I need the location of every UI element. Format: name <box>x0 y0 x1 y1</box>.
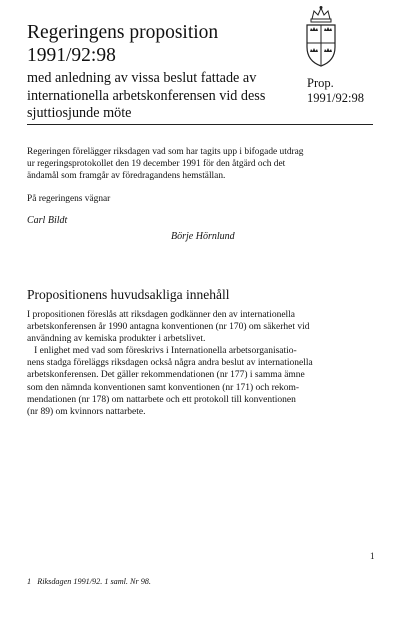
summary-line: nens stadga föreläggs riksdagen också några andra beslut av internationella <box>27 358 313 369</box>
subtitle-line: med anledning av vissa beslut fattade av <box>27 70 257 86</box>
summary-line: I enlighet med vad som föreskrivs i Internationella arbetsorganisatio- <box>27 346 297 357</box>
intro-line: ändamål som framgår av föredragandens hemställan. <box>27 171 226 181</box>
document-title: Regeringens proposition <box>27 22 219 43</box>
prop-number: 1991/92:98 <box>307 91 364 105</box>
prop-label: Prop. <box>307 76 334 90</box>
summary-line: som den nämnda konventionen samt konventionen (nr 171) och rekom- <box>27 382 300 393</box>
on-behalf-text: På regeringens vägnar <box>27 194 111 204</box>
footnote: 1 Riksdagen 1991/92. 1 saml. Nr 98. <box>27 577 151 586</box>
coat-of-arms-icon <box>300 5 342 69</box>
signatory-prime-minister: Carl Bildt <box>27 215 68 226</box>
summary-line: användning av kemiska produkter i arbetslivet. <box>27 334 206 345</box>
summary-line: I propositionen föreslås att riksdagen godkänner den av internationella <box>27 310 296 320</box>
summary-line: mendationen (nr 178) om nattarbete och ett protokoll till konventionen <box>27 394 296 405</box>
subtitle-line: internationella arbetskonferensen vid dess <box>27 87 266 104</box>
intro-paragraph <box>27 146 367 182</box>
document-subtitle <box>27 70 297 123</box>
intro-line: Regeringen förelägger riksdagen vad som har tagits upp i bifogade utdrag <box>27 147 304 157</box>
summary-line: (nr 89) om kvinnors nattarbete. <box>27 406 146 417</box>
section-heading: Propositionens huvudsakliga innehåll <box>27 287 230 302</box>
intro-line: ur regeringsprotokollet den 19 december 1991 för den åtgärd och det <box>27 159 286 169</box>
header-divider <box>27 124 373 125</box>
document-number: 1991/92:98 <box>27 45 116 66</box>
subtitle-line: sjuttiosjunde möte <box>27 105 132 121</box>
signatory-minister: Börje Hörnlund <box>171 231 235 242</box>
summary-paragraph <box>27 309 377 418</box>
summary-line: arbetskonferensen år 1990 antagna konventionen (nr 170) om säkerhet vid <box>27 322 310 333</box>
summary-line: arbetskonferensen. Det gäller rekommendationen (nr 177) i samma ämne <box>27 370 305 381</box>
page-number: 1 <box>370 551 375 561</box>
proposition-reference <box>307 76 364 106</box>
